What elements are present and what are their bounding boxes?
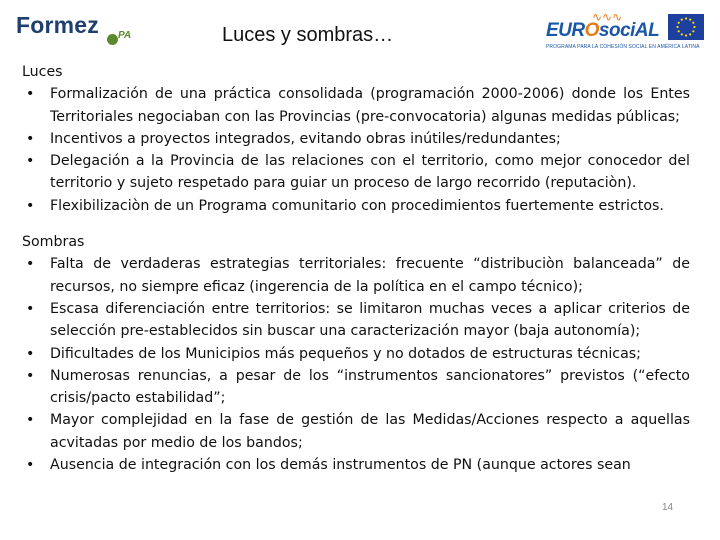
- formez-logo-dot: [107, 34, 118, 45]
- list-item: • Incentivos a proyectos integrados, evitando obras inútiles/redundantes;: [22, 128, 690, 150]
- bullet-icon: •: [26, 300, 35, 317]
- list-item: • Formalización de una práctica consolidada (programación 2000-2006) donde los Entes Territoriales negociaban con las Provincias (pre-convocatoria) algunas medidas públicas;: [22, 83, 690, 128]
- list-item: • Flexibilizaciòn de un Programa comunitario con procedimientos fuertemente estrictos.: [22, 195, 690, 217]
- list-item: • Dificultades de los Municipios más pequeños y no dotados de estructuras técnicas;: [22, 343, 690, 365]
- section-spacer: [22, 217, 690, 231]
- bullet-icon: •: [26, 367, 35, 384]
- list-item: • Delegación a la Provincia de las relaciones con el territorio, como mejor conocedor del territorio y sujeto respetado para guiar un proceso de largo recorrido (reputaciòn).: [22, 150, 690, 195]
- bullet-icon: •: [26, 412, 35, 429]
- bullet-icon: •: [26, 130, 35, 147]
- list-item: • Ausencia de integración con los demás instrumentos de PN (aunque actores sean: [22, 454, 690, 476]
- luces-list: [22, 83, 690, 217]
- slide-number: 14: [662, 502, 674, 513]
- bullet-icon: •: [26, 197, 35, 214]
- eurosocial-wordmark: EUROsociAL: [546, 20, 660, 41]
- formez-logo-word: Formez: [16, 12, 99, 38]
- sombras-list: [22, 253, 690, 476]
- eu-flag-icon: [668, 14, 704, 40]
- eurosocial-tagline: PROGRAMA PARA LA COHESIÓN SOCIAL EN AMÉRICA LATINA: [546, 44, 700, 50]
- bullet-icon: •: [26, 153, 35, 170]
- list-item: • Escasa diferenciación entre territorios: se limitaron muchas veces a aplicar criterios de selección pre-establecidos sin buscar una caracterización mayor (baja autonomía);: [22, 298, 690, 343]
- eurosocial-swirl-icon: ∿∿∿: [592, 10, 623, 24]
- luces-heading: Luces: [22, 64, 63, 80]
- slide-body: [22, 61, 690, 476]
- bullet-icon: •: [26, 345, 35, 362]
- sombras-heading: Sombras: [22, 234, 85, 251]
- list-item: • Falta de verdaderas estrategias territoriales: frecuente “distribuciòn balanceada” de recursos, no siempre eficaz (ingerencia de la política en el campo técnico);: [22, 253, 690, 298]
- list-item: • Mayor complejidad en la fase de gestión de las Medidas/Acciones respecto a aquellas acvitadas por medio de los bandos;: [22, 409, 690, 454]
- bullet-icon: •: [26, 457, 35, 474]
- list-item: • Numerosas renuncias, a pesar de los “instrumentos sancionatores” previstos (“efecto crisis/pacto estabilidad”;: [22, 365, 690, 410]
- bullet-icon: •: [26, 86, 35, 103]
- slide-title: Luces y sombras…: [222, 24, 394, 46]
- slide-header: [0, 0, 720, 62]
- bullet-icon: •: [26, 256, 35, 273]
- formez-logo-suffix: PA: [118, 30, 132, 41]
- formez-pa-logo: [16, 12, 132, 41]
- eurosocial-logo: [546, 10, 706, 52]
